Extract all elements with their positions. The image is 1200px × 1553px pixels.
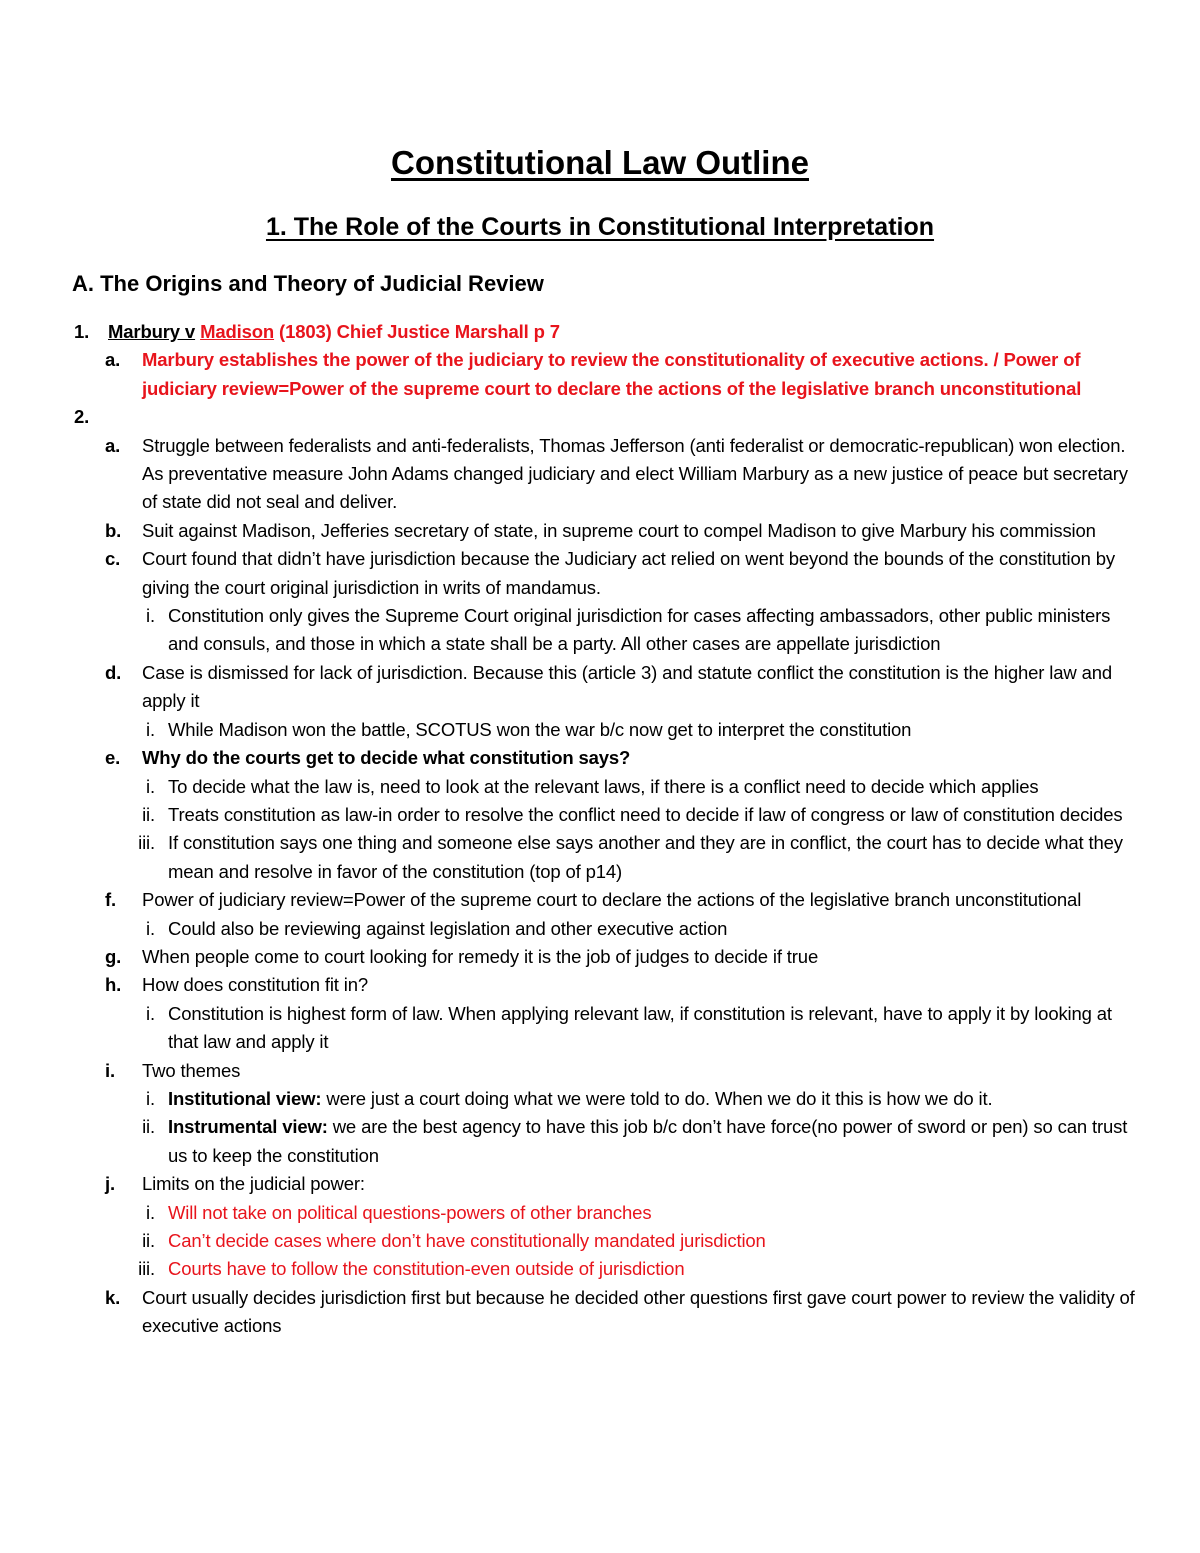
- item-text: Case is dismissed for lack of jurisdiction. Because this (article 3) and statute conflict the constitution is the higher law and apply it: [142, 661, 1112, 712]
- item-text: Power of judiciary review=Power of the supreme court to declare the actions of the legislative branch unconstitutional: [142, 889, 1082, 911]
- outline-item-2i: [0, 1057, 1200, 1085]
- item-marker: ii.: [142, 803, 155, 825]
- outline-item-2i-i: [0, 1085, 1200, 1113]
- item-marker: i.: [146, 775, 155, 797]
- item-marker: i.: [146, 1087, 155, 1109]
- item-marker: j.: [105, 1173, 115, 1195]
- item-marker: a.: [105, 434, 121, 456]
- outline-item-2g: [0, 943, 1200, 971]
- case-citation: [108, 318, 1140, 346]
- outline-item-2d-i: [0, 716, 1200, 744]
- case-details: (1803) Chief Justice Marshall p 7: [274, 321, 560, 342]
- item-text: Court usually decides jurisdiction first but because he decided other questions first gave court power to review the validity of executive actions: [142, 1286, 1135, 1337]
- item-marker: iii.: [138, 1258, 155, 1280]
- outline-item-2f: [0, 886, 1200, 914]
- item-text: How does constitution fit in?: [142, 974, 368, 996]
- outline-list: [0, 318, 1200, 1341]
- theme-label: Institutional view:: [168, 1087, 322, 1109]
- item-marker: c.: [105, 548, 121, 570]
- outline-item-2h: [0, 971, 1200, 999]
- item-number: 2.: [74, 406, 90, 428]
- outline-item-2i-ii: [0, 1113, 1200, 1170]
- item-marker: i.: [146, 1201, 155, 1223]
- item-text: Courts have to follow the constitution-even outside of jurisdiction: [168, 1258, 685, 1280]
- outline-item-2a: [0, 432, 1200, 517]
- item-marker: e.: [105, 747, 121, 769]
- item-marker: i.: [146, 605, 155, 627]
- item-text: Treats constitution as law-in order to resolve the conflict need to decide if law of congress or law of constitution decides: [168, 803, 1123, 825]
- outline-item-2j-i: [0, 1199, 1200, 1227]
- outline-item-2h-i: [0, 1000, 1200, 1057]
- item-marker: f.: [105, 889, 117, 911]
- item-text: we are the best agency to have this job b/c don’t have force(no power of sword or pen) so can trust us to keep the constitution: [168, 1116, 1128, 1166]
- outline-item-2e-iii: [0, 829, 1200, 886]
- outline-item-1a: [0, 346, 1200, 403]
- item-text: Why do the courts get to decide what constitution says?: [142, 747, 631, 769]
- theme-label: Instrumental view:: [168, 1116, 328, 1138]
- item-marker: i.: [146, 1002, 155, 1024]
- outline-item-2j: [0, 1170, 1200, 1198]
- item-text: If constitution says one thing and someone else says another and they are in conflict, the court has to decide what they mean and resolve in favor of the constitution (top of p14): [168, 832, 1123, 882]
- section-heading: A. The Origins and Theory of Judicial Review: [72, 271, 544, 296]
- outline-item-2e: [0, 744, 1200, 772]
- outline-item-1: [0, 318, 1200, 346]
- case-name-marbury: Marbury v: [108, 321, 196, 342]
- outline-item-2j-iii: [0, 1255, 1200, 1283]
- item-marker: ii.: [142, 1230, 155, 1251]
- item-marker: h.: [105, 974, 122, 996]
- item-marker: i.: [146, 718, 155, 740]
- outline-item-2j-ii: [0, 1227, 1200, 1255]
- item-marker: i.: [146, 917, 155, 939]
- item-text: were just a court doing what we were told to do. When we do it this is how we do it.: [321, 1087, 993, 1109]
- item-text: While Madison won the battle, SCOTUS won the war b/c now get to interpret the constitution: [168, 718, 912, 740]
- item-text: Limits on the judicial power:: [142, 1173, 365, 1195]
- item-text: Could also be reviewing against legislation and other executive action: [168, 917, 728, 939]
- document-title: Constitutional Law Outline: [391, 144, 809, 181]
- item-number: 1.: [74, 321, 90, 342]
- item-text: Can’t decide cases where don’t have constitutionally mandated jurisdiction: [168, 1230, 766, 1251]
- item-text: Will not take on political questions-powers of other branches: [168, 1201, 652, 1223]
- outline-item-2d: [0, 659, 1200, 716]
- item-text: To decide what the law is, need to look at the relevant laws, if there is a conflict need to decide which applies: [168, 775, 1039, 797]
- item-marker: i.: [105, 1059, 115, 1081]
- outline-item-2b: [0, 517, 1200, 545]
- item-marker: ii.: [142, 1116, 155, 1138]
- outline-item-2c-i: [0, 602, 1200, 659]
- outline-item-2k: [0, 1284, 1200, 1341]
- outline-item-2: [0, 403, 1200, 431]
- item-marker: a.: [105, 349, 121, 371]
- chapter-title: 1. The Role of the Courts in Constitutional Interpretation: [265, 213, 935, 241]
- item-marker: b.: [105, 519, 122, 541]
- item-text: Two themes: [142, 1059, 241, 1081]
- outline-item-2f-i: [0, 915, 1200, 943]
- item-text: When people come to court looking for remedy it is the job of judges to decide if true: [142, 945, 819, 967]
- item-marker: k.: [105, 1286, 121, 1308]
- case-name-madison: Madison: [200, 321, 275, 342]
- item-marker: iii.: [138, 832, 155, 854]
- item-text: Constitution only gives the Supreme Court original jurisdiction for cases affecting ambassadors, other public ministers and consuls, and those in which a state shall be a party. All other cases are appellate jurisdiction: [168, 605, 1111, 655]
- item-text: Suit against Madison, Jefferies secretary of state, in supreme court to compel Madison to give Marbury his commission: [142, 519, 1096, 541]
- holding-text: Marbury establishes the power of the judiciary to review the constitutionality of executive actions. / Power of judiciary review=Power of the supreme court to declare the actions of the legislative branch unconstitutional: [142, 349, 1082, 399]
- item-text: Constitution is highest form of law. When applying relevant law, if constitution is relevant, have to apply it by looking at that law and apply it: [168, 1002, 1112, 1053]
- item-marker: d.: [105, 661, 122, 683]
- outline-item-2c: [0, 545, 1200, 602]
- item-marker: g.: [105, 945, 122, 967]
- item-text: Court found that didn’t have jurisdiction because the Judiciary act relied on went beyond the bounds of the constitution by giving the court original jurisdiction in writs of mandamus.: [142, 548, 1115, 598]
- item-text: Struggle between federalists and anti-federalists, Thomas Jefferson (anti federalist or democratic-republican) won election. As preventative measure John Adams changed judiciary and elect William Marbury as a new justice of peace but secretary of state did not seal and deliver.: [142, 434, 1128, 513]
- outline-item-2e-i: [0, 773, 1200, 801]
- outline-item-2e-ii: [0, 801, 1200, 829]
